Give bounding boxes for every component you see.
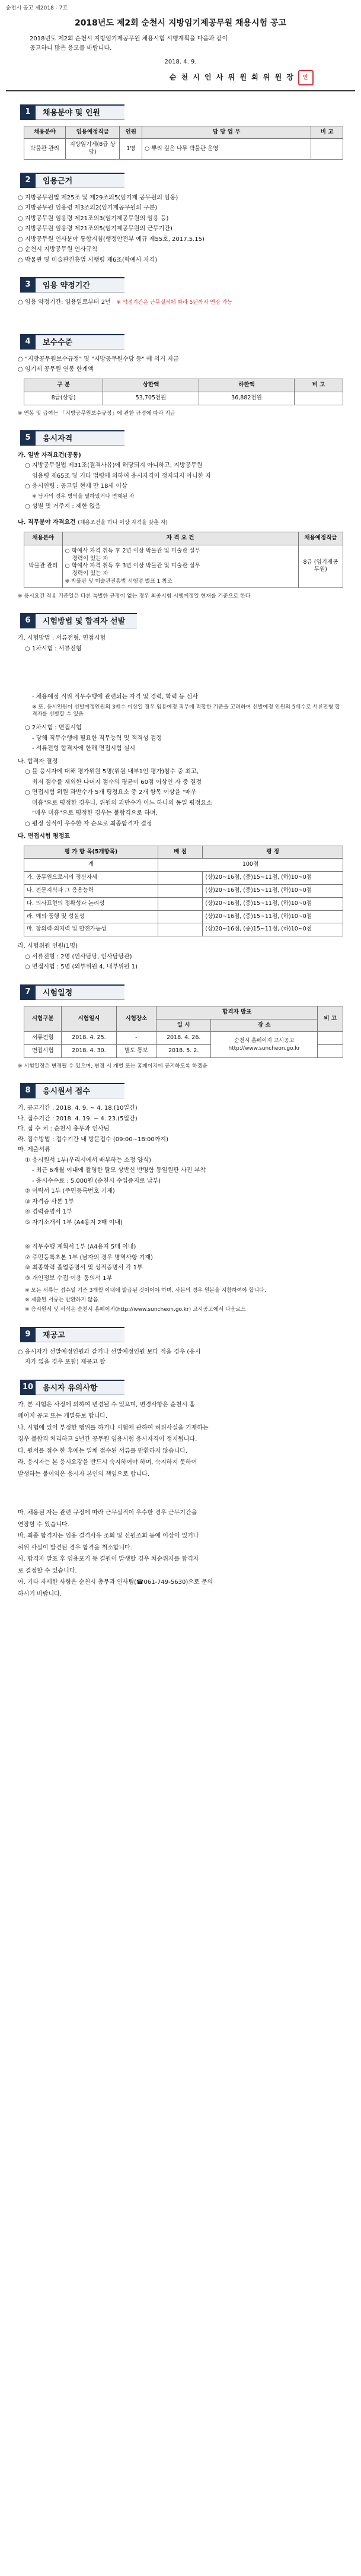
table-row — [24, 392, 343, 405]
list-item: ⑦ 주민등록초본 1부 (남자의 경우 병역사항 기재) — [25, 1254, 154, 1261]
intro-line: 2018년도 제2회 순천시 지방임기제공무원 채용시험 시행계획을 다음과 같이 — [30, 36, 228, 43]
table-header: 평 가 항 목(5개항목) — [24, 846, 158, 859]
table-cell — [158, 897, 202, 910]
section-body — [18, 1348, 343, 1367]
subsection-title: 라. 시험위원 인원(1명) — [18, 943, 78, 950]
table-cell — [62, 545, 298, 587]
list-item: ○ 면접시험 위원 과반수가 5개 평정요소 중 2개 항목 이상을 "매우 — [25, 789, 197, 796]
table-wrap — [24, 1006, 343, 1058]
schedule-table — [24, 1006, 343, 1058]
list-item: ⑤ 자기소개서 1부 (A4용지 2매 이내) — [25, 1219, 123, 1226]
section-number: 8 — [20, 1083, 36, 1098]
list-item: 가. 공고기간 : 2018. 4. 9. ~ 4. 18.(10일간) — [18, 1105, 138, 1112]
table-header: 시험장소 — [116, 1006, 156, 1032]
list-item: 하시기 바랍니다. — [18, 1590, 62, 1597]
list-item: ⑧ 최종학력 졸업증명서 및 성적증명서 각 1부 — [25, 1265, 143, 1272]
section-number: 2 — [20, 173, 36, 188]
salary-table — [24, 379, 343, 405]
table-header: 하한액 — [199, 379, 295, 392]
list-item: ⑥ 직무수행 계획서 1부 (A4용지 5매 이내) — [25, 1244, 136, 1251]
list-item: - 응시수수료 : 5,000원 (순천시 수입증지로 납부) — [32, 1177, 161, 1184]
list-item: ○ 지방공무원법 제25조 및 제29조의5(임기제 공무원의 임용) — [18, 194, 178, 201]
list-item: ○ 임기제 공무원 연봉 한계액 — [18, 366, 94, 373]
intro — [6, 35, 355, 52]
table-cell — [311, 139, 343, 160]
table-header: 비 고 — [295, 379, 343, 392]
table-row — [24, 859, 343, 872]
table-wrap — [24, 126, 343, 160]
section-title: 보수수준 — [36, 334, 124, 350]
rating-table — [24, 846, 343, 937]
list-item: 임용령 제65조 및 기타 법령에 의하여 응시자격이 정지되지 아니한 자 — [32, 472, 212, 479]
list-note: ※ 남자의 경우 병역을 필하였거나 면제된 자 — [32, 493, 135, 500]
table-cell: (상)20~16점, (중)15~11점, (하)10~0점 — [203, 884, 343, 897]
table-cell: (상)20~16점, (중)15~11점, (하)10~0점 — [203, 923, 343, 936]
list-item: 최저 점수를 제외한 나머지 점수의 평균이 60점 이상인 자 중 결정 — [32, 779, 202, 786]
table-header-row — [24, 126, 343, 139]
notice-number: 순천시 공고 제2018 - 7호 — [6, 5, 68, 11]
table-wrap — [24, 379, 343, 405]
table-cell: (상)20~16점, (중)15~11점, (하)10~0점 — [203, 872, 343, 885]
list-item: 허위 사실이 발견된 경우 합격을 취소합니다. — [18, 1544, 132, 1551]
list-item: - 최근 6개월 이내에 촬영한 탈모 상반신 반명함 동일원판 사진 부착 — [32, 1167, 206, 1174]
table-cell: 2018. 4. 30. — [62, 1045, 116, 1058]
section-header — [20, 613, 355, 628]
list-item: 다. 원서를 접수 한 후에는 일체 접수된 서류를 반환하지 않습니다. — [18, 1447, 188, 1454]
table-cell: 2018. 4. 25. — [62, 1032, 116, 1045]
list-item: 사. 합격자 발표 후 임용포기 등 결원이 발생할 경우 차순위자를 합격자 — [18, 1556, 199, 1562]
table-row — [24, 910, 343, 923]
section-header — [20, 334, 355, 350]
table-cell: 2018. 4. 26. — [156, 1032, 211, 1045]
term-text — [18, 298, 343, 307]
list-item: 자가 없을 경우 포함) 재공고 할 — [25, 1359, 106, 1365]
list-item: 발생하는 불이익은 응시자 본인의 책임으로 합니다. — [18, 1470, 149, 1478]
list-item: 페이지 공고 또는 개별통보 합니다. — [18, 1413, 108, 1419]
official-seal: 인 — [298, 70, 314, 85]
table-cell: 53,705천원 — [103, 392, 199, 405]
list-note: ※ 모든 서류는 접수일 기준 3개월 이내에 발급된 것이어야 하며, 사본의 경우 원본을 지참하여야 합니다. — [25, 1288, 266, 1294]
section-header — [20, 104, 355, 120]
list-item: 가. 본 시험은 사정에 의하여 변경될 수 있으며, 변경사항은 순천시 홈 — [18, 1401, 195, 1408]
table-header: 상한액 — [103, 379, 199, 392]
table-header: 시험일시 — [62, 1006, 116, 1032]
qualification-footnote: ※ 응시요건 적용 기준일은 다른 특별한 규정이 없는 경우 최종시험 시행예정일 현재를 기준으로 한다 — [18, 593, 251, 600]
table-header: 비 고 — [318, 1006, 343, 1032]
section-title: 임용 약정기간 — [36, 277, 124, 293]
subsection-title: 마. 제출서류 — [18, 1146, 50, 1154]
list-item: ○ 면접시험 : 5명 (외부위원 4, 내부위원 1) — [25, 964, 138, 971]
table-cell — [295, 392, 343, 405]
list-item: 경우 불합격 처리하고 5년간 공무원 임용시험 응시자격이 정지됩니다. — [18, 1436, 197, 1443]
intro-line: 공고하니 많은 응모를 바랍니다. — [30, 45, 112, 52]
table-cell — [318, 1032, 343, 1045]
table-cell — [158, 884, 202, 897]
table-cell: 100점 — [158, 859, 343, 872]
section-body — [18, 194, 343, 265]
list-item: ③ 자격증 사본 1부 — [25, 1198, 74, 1205]
list-item: ○ 지방공무원 인사분야 통합지침(행정안전부 예규 제55호, 2017.5.15) — [18, 236, 205, 243]
term-value: ○ 임용 약정기간: 임용일로부터 2년 — [18, 299, 111, 306]
list-item: ○ 블 응시자에 대해 평가위원 5명(위원 내부1인 평가)참수 중 최고, — [25, 768, 199, 775]
list-item: - 채용예정 직위 직무수행에 관련되는 자격 및 경력, 학력 등 심사 — [32, 694, 199, 701]
table-cell: 별도 통보 — [116, 1045, 156, 1058]
section-title: 시험일정 — [36, 984, 124, 1000]
section-title: 재공고 — [36, 1327, 124, 1342]
section-number: 9 — [20, 1327, 36, 1342]
divider — [6, 90, 355, 91]
table-row — [24, 545, 343, 587]
table-cell: 박물관 관리 — [24, 139, 66, 160]
table-header: 일 시 — [156, 1019, 211, 1032]
schedule-note: ※ 시험일정은 변경될 수 있으며, 변경 시 개별 또는 홈페이지에 공지하도록 하겠음 — [18, 1063, 208, 1069]
table-row — [24, 884, 343, 897]
list-item: ○ "지방공무원보수규정" 및 "지방공무원수당 등" 에 의거 지급 — [18, 355, 179, 363]
subsection-title — [18, 519, 343, 527]
section-number: 10 — [20, 1380, 36, 1395]
table-cell — [158, 923, 202, 936]
section-number: 1 — [20, 104, 36, 120]
list-item: ○ 순천시 지방공무원 인사규칙 — [18, 246, 98, 253]
list-item: ○ 지방공무원 임용령 제3조의2(임기제공무원의 구분) — [18, 205, 158, 212]
salary-note: ※ 연봉 및 급여는 「지방공무원보수규정」에 관한 규정에 따라 지급 — [18, 410, 175, 417]
table-header: 채용분야 — [24, 532, 63, 545]
section-header — [20, 1380, 355, 1395]
section-header — [20, 984, 355, 1000]
table-wrap — [24, 846, 343, 937]
section-header — [20, 277, 355, 293]
table-cell: 8급 (임기제공무원) — [298, 545, 343, 587]
section-header — [20, 1327, 355, 1342]
requirement-note: ※ 박물관 및 미술관진흥법 시행령 별표 1 참조 — [65, 578, 172, 585]
issuer — [6, 70, 314, 85]
table-row — [24, 872, 343, 885]
table-header-row — [24, 846, 343, 859]
table-cell: 1명 — [120, 139, 142, 160]
list-item: ○ 2차시험 : 면접시험 — [25, 725, 82, 731]
table-cell: (상)20~16점, (중)15~11점, (하)10~0점 — [203, 897, 343, 910]
table-header-row — [24, 1006, 343, 1019]
list-item: ○ 평정 성적이 우수한 자 순으로 최종합격자 결정 — [25, 820, 152, 827]
subsection-title: 다. 면접시험 평정표 — [18, 833, 71, 840]
list-item: ○ 박물관 및 미술관진흥법 시행령 제6조(학예사 자격) — [18, 256, 158, 263]
table-cell — [158, 872, 202, 885]
section-body — [18, 452, 343, 600]
table-cell — [318, 1045, 343, 1058]
document-title: 2018년도 제2회 순천시 지방임기제공무원 채용시험 공고 — [74, 18, 287, 28]
table-cell: 다. 의사표현의 정확성과 논리성 — [24, 897, 158, 910]
list-item: ○ 성별 및 거주지 : 제한 없음 — [25, 503, 101, 510]
list-item: - 서류전형 합격자에 한해 면접시험 실시 — [32, 745, 136, 752]
table-cell: 2018. 5. 2. — [156, 1045, 211, 1058]
table-header: 비 고 — [311, 126, 343, 139]
table-row — [24, 139, 343, 160]
table-cell: 계 — [24, 859, 158, 872]
section-body — [18, 634, 343, 971]
section-body — [18, 126, 343, 160]
table-cell — [158, 910, 202, 923]
table-header: 배 점 — [158, 846, 202, 859]
table-cell: 면접시험 — [24, 1045, 62, 1058]
section-title: 시험방법 및 합격자 선발 — [36, 613, 137, 628]
table-header: 임용예정직급 — [65, 126, 119, 139]
list-item: 연장할 수 있습니다. — [18, 1521, 69, 1528]
section-body — [18, 355, 343, 417]
table-header: 채용분야 — [24, 126, 66, 139]
section-number: 7 — [20, 984, 36, 1000]
list-item: 로 결정할 수 있습니다. — [18, 1567, 77, 1574]
list-item: ○ 1차시험 : 서류전형 — [25, 645, 82, 652]
table-cell: 박물관 관리 — [24, 545, 63, 587]
list-item: ○ 서류전형 : 2명 (인사담당, 인사담당관) — [25, 953, 132, 960]
issuer-name: 순 천 시 인 사 위 원 회 위 원 장 — [169, 73, 295, 82]
table-row — [24, 1032, 343, 1045]
section-number: 6 — [20, 613, 36, 628]
section-title: 임용근거 — [36, 173, 124, 188]
section-title: 응시자 유의사항 — [36, 1380, 124, 1395]
requirement-line: ○ 학예사 자격 취득 후 3년 이상 박물관 및 미술관 실무 — [65, 563, 200, 570]
table-header: 구 분 — [24, 379, 103, 392]
list-item: 나. 시험에 있어 부정한 행위를 하거나 시험에 관하여 허위사실을 기재하는 — [18, 1424, 209, 1431]
table-cell: 8급(상당) — [24, 392, 103, 405]
requirement-line: 경력이 있는 자 — [72, 555, 108, 562]
table-cell: 라. 예의·품행 및 성실성 — [24, 910, 158, 923]
section-body — [18, 1006, 343, 1070]
notice-date: 2018. 4. 9. — [164, 59, 197, 66]
list-item: 마. 채용된 자는 관련 규정에 따라 근무실적이 우수한 경우 근무기간을 — [18, 1510, 197, 1516]
section-title: 채용분야 및 인원 — [36, 104, 124, 120]
table-cell: 가. 공무원으로서의 정신자세 — [24, 872, 158, 885]
requirement-line: 경력이 있는 자 — [72, 570, 108, 577]
table-cell: 서류전형 — [24, 1032, 62, 1045]
list-item: "매우 미흡"으로 평정한 경우는 불합격으로 하며, — [32, 810, 158, 817]
table-wrap — [24, 532, 343, 588]
table-header: 채용예정직급 — [298, 532, 343, 545]
table-cell: 36,882천원 — [199, 392, 295, 405]
table-header: 평 정 — [203, 846, 343, 859]
section-number: 4 — [20, 334, 36, 350]
announcement-place: 순천시 홈페이지 고시공고 — [234, 1038, 295, 1044]
list-item: ① 응시원서 1부(우리시에서 배부하는 소정 양식) — [25, 1157, 151, 1164]
list-item: ○ 지방공무원 임용령 제21조의5(임기제공무원의 근무기간) — [18, 225, 172, 233]
table-header-row — [24, 379, 343, 392]
list-item: 라. 접수방법 : 접수기간 내 방문접수 (09:00~18:00까지) — [18, 1136, 168, 1143]
list-item: ④ 경력증명서 1부 — [25, 1209, 72, 1216]
table-header: 담 당 업 무 — [142, 126, 311, 139]
table-cell: (상)20~16점, (중)15~11점, (하)10~0점 — [203, 910, 343, 923]
section-title: 응시자격 — [36, 430, 124, 446]
table-cell: 나. 전문지식과 그 응용능력 — [24, 884, 158, 897]
list-item: - 당해 직무수행에 필요한 직무능력 및 적격성 검정 — [32, 735, 162, 742]
table-cell: 마. 창의력·의지력 및 발전가능성 — [24, 923, 158, 936]
qualification-table — [24, 532, 343, 588]
table-header: 합격자 발표 — [156, 1006, 318, 1019]
section-body — [18, 1401, 343, 1599]
table-header-row — [24, 532, 343, 545]
table-cell: - — [116, 1032, 156, 1045]
term-note: ※ 약정기간은 근무실적에 따라 5년까지 연장 가능 — [116, 300, 232, 306]
list-item: ○ 지방공무원법 제31조(결격사유)에 해당되지 아니하고, 지방공무원 — [25, 462, 203, 469]
list-item: 다. 접 수 처 : 순천시 총무과 인사팀 — [18, 1126, 110, 1133]
section-number: 5 — [20, 430, 36, 446]
list-item: ○ 지방공무원 임용령 제21조의3(임기제공무원의 임용 등) — [18, 215, 169, 222]
table-cell: 지방임기제(8급 상당) — [65, 139, 119, 160]
section-body — [18, 1104, 343, 1313]
list-item: ⑨ 개인정보 수집·이용 동의서 1부 — [25, 1275, 113, 1282]
subsection-title: 나. 합격자 결정 — [18, 758, 58, 765]
table-header: 자 격 요 건 — [62, 532, 298, 545]
section-number: 3 — [20, 277, 36, 293]
subsection-title: 가. 시험방법 : 서류전형, 면접시험 — [18, 635, 106, 642]
table-header: 장 소 — [211, 1019, 318, 1032]
section-title: 응시원서 접수 — [36, 1083, 124, 1098]
subsection-title-text: 나. 직무분야 자격요건 — [18, 519, 76, 526]
table-header: 인원 — [120, 126, 142, 139]
section-header — [20, 1083, 355, 1098]
list-item: ○ 응시연령 : 공고일 현재 만 18세 이상 — [25, 483, 127, 490]
recruitment-table — [24, 126, 343, 160]
table-cell — [211, 1032, 318, 1058]
list-item: ② 이력서 1부 (주민등록번호 기재) — [25, 1188, 115, 1195]
list-item: 라. 응시자는 본 응시요강을 반드시 숙지하여야 하며, 숙지하지 못하여 — [18, 1459, 197, 1466]
table-row — [24, 923, 343, 936]
list-note: ※ 응시원서 및 서식은 순천시 홈페이지(http://www.suncheon.go.kr) 고시공고에서 다운로드 — [25, 1307, 246, 1313]
requirement-line: ○ 학예사 자격 취득 후 2년 이상 박물관 및 미술관 실무 — [65, 547, 200, 554]
subsection-title: 가. 일반 자격요건(공통) — [18, 452, 81, 459]
list-item: 미흡"으로 평정한 경우나, 위원의 과반수가 어느 하나의 동일 평정요소 — [32, 799, 212, 806]
table-header: 시험구분 — [24, 1006, 62, 1032]
list-note: ※ 제출된 서류는 반환하지 않음. — [25, 1297, 100, 1304]
section-body — [18, 298, 343, 307]
section-header — [20, 173, 355, 188]
list-item: 나. 접수기간 : 2018. 4. 19. ~ 4. 23.(5일간) — [18, 1115, 138, 1122]
list-note: ※ 또, 응시인원이 선발예정인원의 3배수 이상일 경우 임용예정 직무에 적합한 기준을 고려하여 선발예정 인원의 5배수로 서류전형 합격자를 선발할 수 있음 — [32, 704, 340, 717]
table-row — [24, 897, 343, 910]
table-cell: ○ 뿌리 깊은 나무 박물관 운영 — [142, 139, 311, 160]
subsection-subtitle: (채용조건을 하나 이상 자격을 갖춘 자) — [78, 520, 168, 526]
list-item: ○ 응시자가 선발예정인원과 같거나 선발예정인원 보다 적을 경우 (응시 — [18, 1348, 201, 1355]
list-item: 아. 기타 자세한 사항은 순천시 총무과 인사팀(☎061-749-5630)으로 문의 — [18, 1579, 213, 1586]
announcement-site[interactable]: http://www.suncheon.go.kr — [228, 1045, 301, 1052]
list-item: 바. 최종 합격자는 임용 결격사유 조회 및 신원조회 등에 이상이 있거나 — [18, 1533, 199, 1539]
section-header — [20, 430, 355, 446]
